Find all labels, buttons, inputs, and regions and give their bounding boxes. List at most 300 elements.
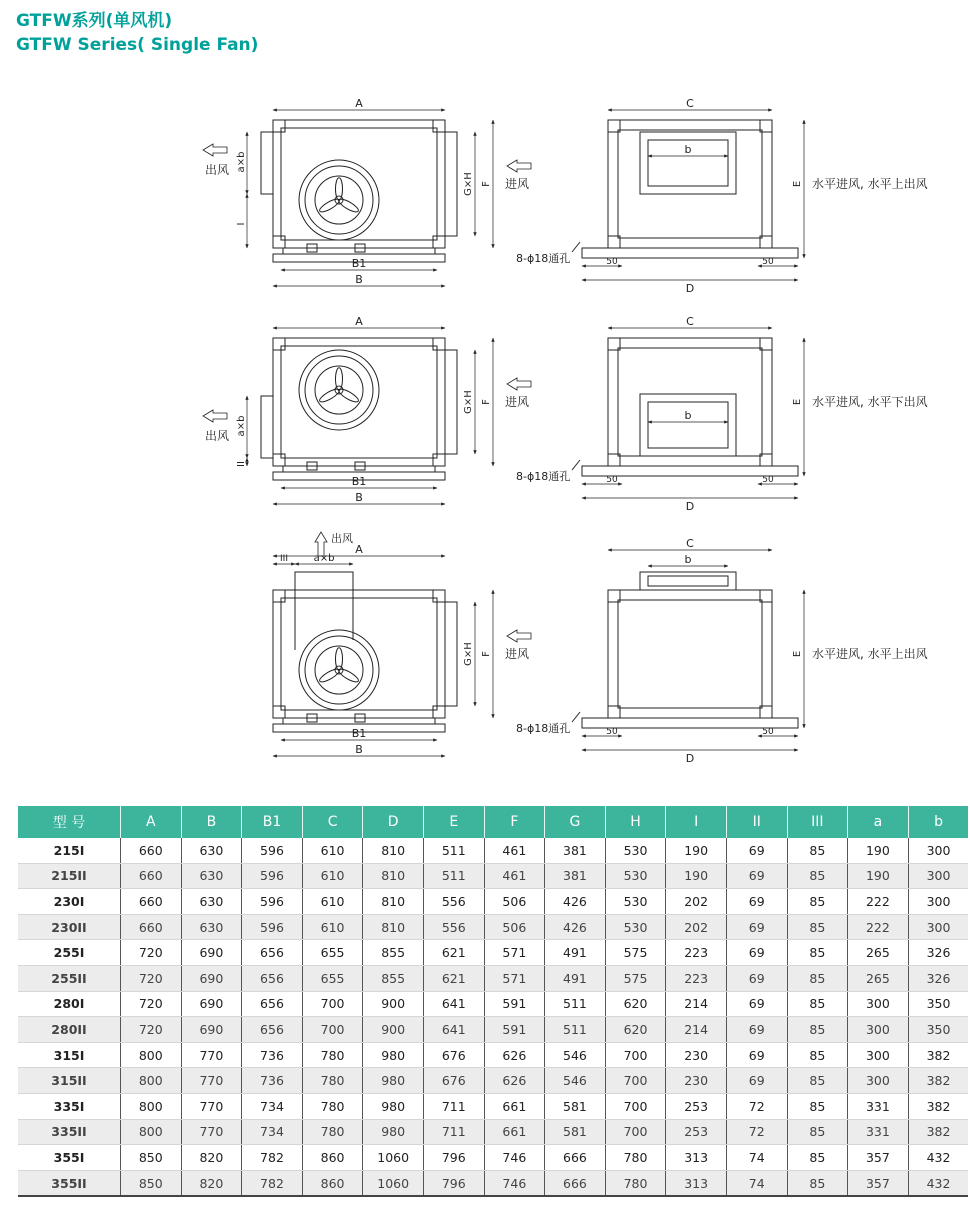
- table-cell: 190: [666, 838, 727, 863]
- table-cell: 491: [545, 940, 606, 966]
- dimension-label-E: E: [792, 398, 803, 406]
- table-cell: 810: [363, 863, 424, 889]
- table-cell: 223: [666, 965, 727, 991]
- outlet-flange: [295, 572, 353, 590]
- leader-line: [572, 460, 580, 470]
- table-cell: 720: [121, 1017, 182, 1043]
- dimension-label-axb: a×b: [236, 415, 247, 437]
- table-cell: 630: [181, 863, 242, 889]
- table-cell: 85: [787, 889, 848, 915]
- dimension-label-B1: B1: [351, 475, 367, 488]
- table-cell: 230: [666, 1068, 727, 1094]
- table-cell: 782: [242, 1170, 303, 1196]
- table-cell: 780: [605, 1170, 666, 1196]
- table-cell: 610: [302, 889, 363, 915]
- table-cell: 660: [121, 914, 182, 940]
- model-cell: 230I: [18, 889, 121, 915]
- table-cell: 506: [484, 914, 545, 940]
- table-cell: 736: [242, 1042, 303, 1068]
- table-cell: 74: [726, 1145, 787, 1171]
- dimension-label-B: B: [355, 491, 363, 504]
- airflow-arrow-icon: [507, 378, 531, 390]
- table-cell: 860: [302, 1170, 363, 1196]
- table-cell: 571: [484, 965, 545, 991]
- table-cell: 780: [302, 1093, 363, 1119]
- corner-block: [273, 590, 285, 602]
- dimension-label-B: B: [355, 273, 363, 286]
- outlet-flange: [640, 572, 736, 590]
- dimension-label-D: D: [685, 282, 695, 295]
- column-header: E: [423, 806, 484, 838]
- table-cell: 610: [302, 838, 363, 863]
- dimension-label-axb: a×b: [236, 151, 247, 173]
- table-cell: 800: [121, 1093, 182, 1119]
- table-cell: 382: [908, 1068, 968, 1094]
- table-cell: 265: [848, 965, 909, 991]
- table-cell: 223: [666, 940, 727, 966]
- model-cell: 335II: [18, 1119, 121, 1145]
- table-cell: 661: [484, 1119, 545, 1145]
- table-cell: 800: [121, 1042, 182, 1068]
- table-cell: 810: [363, 914, 424, 940]
- table-cell: 85: [787, 863, 848, 889]
- table-cell: 700: [605, 1119, 666, 1145]
- table-row: [18, 1119, 968, 1145]
- table-cell: 850: [121, 1170, 182, 1196]
- cabinet-outline: [273, 590, 445, 718]
- column-header: D: [363, 806, 424, 838]
- cabinet-outline: [608, 590, 772, 718]
- dimension-label-III: III: [280, 554, 288, 564]
- table-cell: 432: [908, 1145, 968, 1171]
- table-row: [18, 1068, 968, 1094]
- dimension-label-50: 50: [762, 727, 774, 737]
- inlet-label: 进风: [505, 395, 530, 409]
- table-cell: 676: [423, 1068, 484, 1094]
- model-cell: 280I: [18, 991, 121, 1017]
- dimension-label-F: F: [481, 399, 492, 405]
- column-header: III: [787, 806, 848, 838]
- table-cell: 700: [605, 1093, 666, 1119]
- table-cell: 810: [363, 838, 424, 863]
- table-cell: 85: [787, 914, 848, 940]
- dimension-label-D: D: [685, 500, 695, 513]
- model-cell: 355I: [18, 1145, 121, 1171]
- table-cell: 69: [726, 863, 787, 889]
- view-description-2: 水平进风, 水平下出风: [812, 395, 928, 409]
- table-cell: 530: [605, 889, 666, 915]
- table-cell: 357: [848, 1145, 909, 1171]
- table-cell: 432: [908, 1170, 968, 1196]
- fan-blade: [318, 197, 341, 214]
- airflow-arrow-icon: [203, 144, 227, 156]
- drawing-views: [203, 97, 928, 765]
- table-cell: 382: [908, 1042, 968, 1068]
- corner-block: [273, 120, 285, 132]
- cabinet-outline: [608, 120, 772, 248]
- cabinet-inner: [618, 600, 762, 708]
- table-cell: 69: [726, 991, 787, 1017]
- view-description-1: 水平进风, 水平上出风: [812, 177, 928, 191]
- table-cell: 1060: [363, 1170, 424, 1196]
- table-cell: 382: [908, 1093, 968, 1119]
- table-cell: 202: [666, 889, 727, 915]
- dimension-label-50: 50: [606, 475, 618, 485]
- table-cell: 85: [787, 1170, 848, 1196]
- corner-block: [273, 236, 285, 248]
- dimension-label-B1: B1: [351, 257, 367, 270]
- spec-table: [18, 806, 968, 1197]
- table-cell: 1060: [363, 1145, 424, 1171]
- table-cell: 214: [666, 991, 727, 1017]
- table-cell: 660: [121, 889, 182, 915]
- dimension-label-A: A: [355, 543, 363, 556]
- table-cell: 820: [181, 1145, 242, 1171]
- dimension-label-E: E: [792, 650, 803, 658]
- table-cell: 780: [605, 1145, 666, 1171]
- table-cell: 382: [908, 1119, 968, 1145]
- dimension-label-F: F: [481, 181, 492, 187]
- inlet-flange: [445, 350, 457, 454]
- title-chinese: GTFW系列(单风机): [16, 11, 173, 31]
- table-cell: 300: [848, 1068, 909, 1094]
- table-cell: 700: [302, 1017, 363, 1043]
- table-row: [18, 965, 968, 991]
- table-row: [18, 838, 968, 863]
- table-cell: 980: [363, 1093, 424, 1119]
- table-cell: 711: [423, 1119, 484, 1145]
- inlet-flange: [445, 602, 457, 706]
- cabinet-outline: [273, 120, 445, 248]
- table-cell: 980: [363, 1042, 424, 1068]
- table-cell: 546: [545, 1068, 606, 1094]
- column-header: B: [181, 806, 242, 838]
- table-cell: 350: [908, 1017, 968, 1043]
- table-cell: 621: [423, 940, 484, 966]
- table-cell: 661: [484, 1093, 545, 1119]
- table-cell: 69: [726, 889, 787, 915]
- column-header: b: [908, 806, 968, 838]
- table-cell: 596: [242, 863, 303, 889]
- table-cell: 202: [666, 914, 727, 940]
- table-cell: 660: [121, 863, 182, 889]
- table-cell: 69: [726, 1042, 787, 1068]
- fan-blade: [336, 648, 343, 670]
- table-cell: 253: [666, 1093, 727, 1119]
- model-cell: 255I: [18, 940, 121, 966]
- table-cell: 641: [423, 1017, 484, 1043]
- table-cell: 796: [423, 1145, 484, 1171]
- table-cell: 596: [242, 914, 303, 940]
- holes-label: 8-ϕ18通孔: [516, 252, 571, 265]
- table-cell: 85: [787, 1017, 848, 1043]
- title-english: GTFW Series( Single Fan): [16, 35, 259, 55]
- table-cell: 357: [848, 1170, 909, 1196]
- dimension-label-I: I: [236, 222, 247, 226]
- dimension-label-C: C: [686, 315, 694, 328]
- airflow-arrow-icon: [203, 410, 227, 422]
- fan-blade: [337, 197, 360, 214]
- table-row: [18, 991, 968, 1017]
- table-cell: 331: [848, 1119, 909, 1145]
- dimension-label-D: D: [685, 752, 695, 765]
- table-cell: 596: [242, 889, 303, 915]
- table-cell: 610: [302, 863, 363, 889]
- table-cell: 326: [908, 965, 968, 991]
- table-cell: 575: [605, 940, 666, 966]
- model-cell: 215I: [18, 838, 121, 863]
- corner-block: [273, 338, 285, 350]
- table-cell: 746: [484, 1145, 545, 1171]
- table-cell: 620: [605, 1017, 666, 1043]
- table-cell: 556: [423, 889, 484, 915]
- table-cell: 546: [545, 1042, 606, 1068]
- table-cell: 900: [363, 1017, 424, 1043]
- table-cell: 326: [908, 940, 968, 966]
- table-cell: 855: [363, 940, 424, 966]
- table-cell: 850: [121, 1145, 182, 1171]
- fan-blade: [336, 178, 343, 200]
- fan-blade: [318, 387, 341, 404]
- fan-blade: [337, 387, 360, 404]
- table-cell: 300: [848, 1042, 909, 1068]
- table-cell: 381: [545, 838, 606, 863]
- table-cell: 69: [726, 914, 787, 940]
- dimension-label-50: 50: [606, 257, 618, 267]
- table-cell: 610: [302, 914, 363, 940]
- dimension-label-B: B: [355, 743, 363, 756]
- table-cell: 69: [726, 940, 787, 966]
- table-cell: 69: [726, 838, 787, 863]
- column-header: a: [848, 806, 909, 838]
- table-cell: 511: [545, 991, 606, 1017]
- dimension-label-E: E: [792, 180, 803, 188]
- table-cell: 530: [605, 914, 666, 940]
- dimension-label-GxH: G×H: [463, 390, 474, 414]
- table-cell: 656: [242, 940, 303, 966]
- table-cell: 222: [848, 914, 909, 940]
- corner-block: [433, 454, 445, 466]
- table-cell: 900: [363, 991, 424, 1017]
- model-cell: 355II: [18, 1170, 121, 1196]
- table-cell: 331: [848, 1093, 909, 1119]
- table-cell: 85: [787, 838, 848, 863]
- table-cell: 85: [787, 965, 848, 991]
- table-cell: 190: [848, 863, 909, 889]
- column-header: B1: [242, 806, 303, 838]
- inlet-label: 进风: [505, 177, 530, 191]
- dimension-label-A: A: [355, 97, 363, 110]
- table-cell: 230: [666, 1042, 727, 1068]
- table-cell: 656: [242, 991, 303, 1017]
- outlet-opening: [640, 132, 736, 194]
- corner-block: [433, 590, 445, 602]
- table-cell: 720: [121, 940, 182, 966]
- dimension-label-b: b: [684, 409, 692, 422]
- holes-label: 8-ϕ18通孔: [516, 722, 571, 735]
- table-row: [18, 889, 968, 915]
- table-cell: 69: [726, 1068, 787, 1094]
- table-cell: 581: [545, 1093, 606, 1119]
- base-rail: [283, 718, 435, 724]
- airflow-arrow-icon: [507, 630, 531, 642]
- model-cell: 315II: [18, 1068, 121, 1094]
- corner-block: [433, 120, 445, 132]
- table-cell: 720: [121, 991, 182, 1017]
- corner-block: [433, 338, 445, 350]
- corner-block: [273, 454, 285, 466]
- table-row: [18, 1170, 968, 1196]
- table-cell: 770: [181, 1068, 242, 1094]
- table-row: [18, 863, 968, 889]
- table-row: [18, 1093, 968, 1119]
- table-cell: 630: [181, 889, 242, 915]
- column-header: G: [545, 806, 606, 838]
- table-body: [18, 838, 968, 1196]
- fan-blade: [337, 667, 360, 684]
- corner-block: [433, 706, 445, 718]
- table-cell: 85: [787, 1119, 848, 1145]
- fan-blade: [336, 368, 343, 390]
- inlet-label: 进风: [505, 647, 530, 661]
- table-cell: 69: [726, 1017, 787, 1043]
- column-header: II: [726, 806, 787, 838]
- table-cell: 253: [666, 1119, 727, 1145]
- column-header: F: [484, 806, 545, 838]
- table-cell: 720: [121, 965, 182, 991]
- column-header: 型 号: [18, 806, 121, 838]
- table-cell: 800: [121, 1068, 182, 1094]
- table-cell: 511: [423, 863, 484, 889]
- column-header: C: [302, 806, 363, 838]
- table-cell: 426: [545, 914, 606, 940]
- model-cell: 230II: [18, 914, 121, 940]
- table-cell: 626: [484, 1042, 545, 1068]
- table-cell: 313: [666, 1170, 727, 1196]
- table-cell: 666: [545, 1170, 606, 1196]
- table-cell: 85: [787, 991, 848, 1017]
- table-cell: 655: [302, 965, 363, 991]
- column-header: I: [666, 806, 727, 838]
- table-cell: 820: [181, 1170, 242, 1196]
- table-cell: 626: [484, 1068, 545, 1094]
- holes-label: 8-ϕ18通孔: [516, 470, 571, 483]
- table-cell: 300: [908, 863, 968, 889]
- dimension-label-b: b: [684, 553, 692, 566]
- table-cell: 621: [423, 965, 484, 991]
- dimension-label-A: A: [355, 315, 363, 328]
- table-cell: 734: [242, 1093, 303, 1119]
- table-cell: 641: [423, 991, 484, 1017]
- table-cell: 300: [848, 991, 909, 1017]
- table-row: [18, 1145, 968, 1171]
- table-cell: 511: [423, 838, 484, 863]
- corner-block: [273, 706, 285, 718]
- column-header: H: [605, 806, 666, 838]
- table-row: [18, 1017, 968, 1043]
- cabinet-inner: [281, 598, 437, 710]
- table-cell: 72: [726, 1119, 787, 1145]
- dimension-label-50: 50: [762, 475, 774, 485]
- model-cell: 335I: [18, 1093, 121, 1119]
- outlet-flange-inner: [648, 576, 728, 586]
- outlet-opening: [640, 394, 736, 456]
- technical-drawings: [0, 70, 970, 800]
- dimension-label-F: F: [481, 651, 492, 657]
- corner-block: [433, 236, 445, 248]
- table-cell: 190: [666, 863, 727, 889]
- dimension-label-C: C: [686, 537, 694, 550]
- outlet-flange: [261, 132, 273, 194]
- table-cell: 660: [121, 838, 182, 863]
- table-cell: 770: [181, 1042, 242, 1068]
- inlet-flange: [445, 132, 457, 236]
- table-cell: 461: [484, 863, 545, 889]
- model-cell: 215II: [18, 863, 121, 889]
- table-cell: 214: [666, 1017, 727, 1043]
- dimension-label-GxH: G×H: [463, 172, 474, 196]
- table-cell: 770: [181, 1093, 242, 1119]
- table-cell: 506: [484, 889, 545, 915]
- table-cell: 300: [848, 1017, 909, 1043]
- leader-line: [572, 712, 580, 722]
- table-cell: 630: [181, 914, 242, 940]
- table-cell: 426: [545, 889, 606, 915]
- dimension-label-II: II: [236, 461, 247, 467]
- table-cell: 511: [545, 1017, 606, 1043]
- table-cell: 980: [363, 1119, 424, 1145]
- table-cell: 711: [423, 1093, 484, 1119]
- table-cell: 581: [545, 1119, 606, 1145]
- table-cell: 736: [242, 1068, 303, 1094]
- table-cell: 591: [484, 991, 545, 1017]
- table-cell: 700: [605, 1068, 666, 1094]
- table-cell: 655: [302, 940, 363, 966]
- table-cell: 530: [605, 838, 666, 863]
- table-cell: 734: [242, 1119, 303, 1145]
- table-cell: 461: [484, 838, 545, 863]
- model-cell: 315I: [18, 1042, 121, 1068]
- base-rail: [283, 466, 435, 472]
- cabinet-inner: [281, 128, 437, 240]
- table-cell: 796: [423, 1170, 484, 1196]
- dimension-label-GxH: G×H: [463, 642, 474, 666]
- model-cell: 255II: [18, 965, 121, 991]
- table-cell: 700: [302, 991, 363, 1017]
- table-cell: 596: [242, 838, 303, 863]
- dimension-label-50: 50: [762, 257, 774, 267]
- dimension-label-50: 50: [606, 727, 618, 737]
- table-cell: 860: [302, 1145, 363, 1171]
- table-cell: 780: [302, 1042, 363, 1068]
- table-cell: 690: [181, 965, 242, 991]
- outlet-flange: [261, 396, 273, 458]
- table-cell: 350: [908, 991, 968, 1017]
- table-cell: 85: [787, 940, 848, 966]
- table-cell: 530: [605, 863, 666, 889]
- table-cell: 491: [545, 965, 606, 991]
- leader-line: [572, 242, 580, 252]
- dimension-label-axb: a×b: [313, 553, 335, 564]
- table-cell: 780: [302, 1068, 363, 1094]
- table-cell: 700: [605, 1042, 666, 1068]
- view-description-3: 水平进风, 水平上出风: [812, 647, 928, 661]
- table-cell: 72: [726, 1093, 787, 1119]
- table-row: [18, 914, 968, 940]
- base-rail: [283, 248, 435, 254]
- table-cell: 746: [484, 1170, 545, 1196]
- table-cell: 810: [363, 889, 424, 915]
